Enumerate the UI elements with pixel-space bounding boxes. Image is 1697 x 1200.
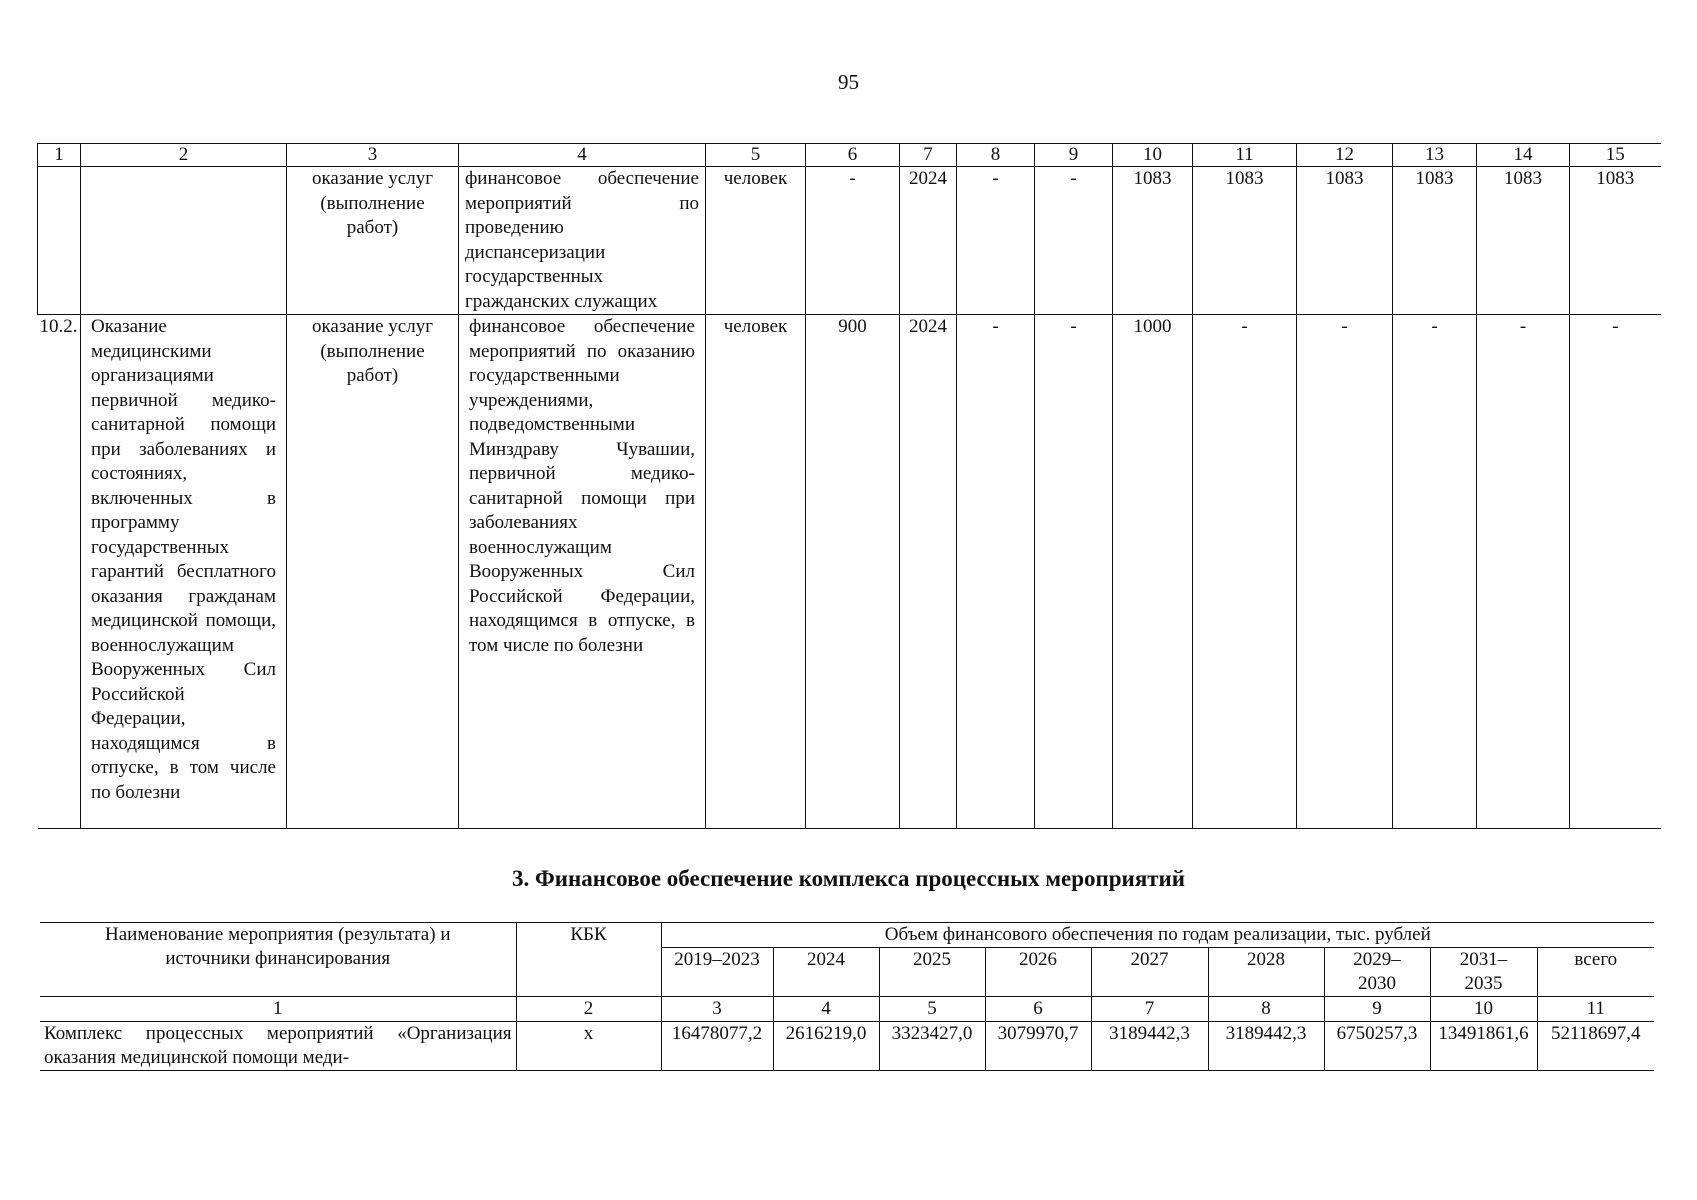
activity-type: оказание услуг (выполнение работ) (287, 167, 459, 315)
funding-value: 3189442,3 (1208, 1022, 1324, 1071)
header-cell: 12 (1297, 144, 1393, 167)
value-cell: 1083 (1393, 167, 1477, 315)
header-cell: 8 (957, 144, 1035, 167)
base-year: 2024 (900, 315, 957, 829)
year-header: 2028 (1208, 948, 1324, 997)
table-row (38, 315, 1661, 829)
funding-value: 3189442,3 (1091, 1022, 1208, 1071)
year-header: 2025 (879, 948, 985, 997)
financing-table (40, 922, 1654, 1071)
value-cell: - (957, 315, 1035, 829)
kbk-column-header: КБК (516, 923, 661, 997)
unit: человек (706, 315, 806, 829)
kbk-value: х (516, 1022, 661, 1071)
header-cell: 7 (900, 144, 957, 167)
funding-value: 52118697,4 (1537, 1022, 1654, 1071)
row-number (38, 167, 81, 315)
year-header: 2026 (985, 948, 1091, 997)
activity-name: Оказание медицинскими организациями первичной медико-санитарной помощи при заболеваниях и состояниях, включенных в программу государственных гарантий бесплатного оказания гражданам медицинской помощи, военнослужащим Вооруженных Сил Российской Федерации, находящимся в отпуске, в том числе по болезни (81, 315, 287, 829)
column-number: 7 (1091, 997, 1208, 1022)
header-cell: 6 (806, 144, 900, 167)
base-value: 900 (806, 315, 900, 829)
value-cell: - (1393, 315, 1477, 829)
activity-name (81, 167, 287, 315)
row-number: 10.2. (38, 315, 81, 829)
funding-value: 3323427,0 (879, 1022, 985, 1071)
value-cell: - (1297, 315, 1393, 829)
value-cell: - (1035, 315, 1113, 829)
activities-table (37, 143, 1661, 829)
column-number: 8 (1208, 997, 1324, 1022)
column-number: 1 (40, 997, 516, 1022)
year-header: 2024 (773, 948, 879, 997)
column-number-row (38, 144, 1661, 167)
year-header: 2029–2030 (1324, 948, 1430, 997)
header-cell: 15 (1570, 144, 1661, 167)
value-cell: 1083 (1570, 167, 1661, 315)
section-title: 3. Финансовое обеспечение комплекса процессных мероприятий (511, 866, 1186, 891)
header-cell: 5 (706, 144, 806, 167)
value-cell: 1083 (1297, 167, 1393, 315)
activity-description: финансовое обеспечение мероприятий по оказанию государственными учреждениями, подведомственными Минздраву Чувашии, первичной медико-санитарной помощи при заболеваниях военнослужащим Вооруженных Сил Российской Федерации, находящимся в отпуске, в том числе по болезни (459, 315, 706, 829)
header-cell: 3 (287, 144, 459, 167)
name-column-header: Наименование мероприятия (результата) и источники финансирования (40, 923, 516, 997)
base-value: - (806, 167, 900, 315)
year-header: 2031–2035 (1430, 948, 1537, 997)
value-cell: 1083 (1113, 167, 1193, 315)
value-cell: 1083 (1477, 167, 1570, 315)
value-cell: - (1035, 167, 1113, 315)
complex-name: Комплекс процессных мероприятий «Организация оказания медицинской помощи меди- (40, 1022, 516, 1071)
column-number: 5 (879, 997, 985, 1022)
header-cell: 1 (38, 144, 81, 167)
header-row (40, 923, 1654, 948)
value-cell: - (1570, 315, 1661, 829)
header-cell: 11 (1193, 144, 1297, 167)
column-number: 11 (1537, 997, 1654, 1022)
funding-value: 13491861,6 (1430, 1022, 1537, 1071)
funding-value: 6750257,3 (1324, 1022, 1430, 1071)
value-cell: - (1193, 315, 1297, 829)
column-number: 10 (1430, 997, 1537, 1022)
activity-type: оказание услуг (выполнение работ) (287, 315, 459, 829)
table-row (40, 1022, 1654, 1071)
header-cell: 14 (1477, 144, 1570, 167)
header-cell: 10 (1113, 144, 1193, 167)
year-header: всего (1537, 948, 1654, 997)
header-cell: 13 (1393, 144, 1477, 167)
column-number: 2 (516, 997, 661, 1022)
value-cell: 1000 (1113, 315, 1193, 829)
page-number: 95 (838, 70, 859, 94)
funding-value: 2616219,0 (773, 1022, 879, 1071)
unit: человек (706, 167, 806, 315)
column-number: 9 (1324, 997, 1430, 1022)
funding-group-header: Объем финансового обеспечения по годам реализации, тыс. рублей (661, 923, 1654, 948)
column-number: 4 (773, 997, 879, 1022)
table-row (38, 167, 1661, 315)
header-cell: 9 (1035, 144, 1113, 167)
funding-value: 16478077,2 (661, 1022, 773, 1071)
header-cell: 2 (81, 144, 287, 167)
activity-description: финансовое обеспечение мероприятий по проведению диспансеризации государственных гражданских служащих (459, 167, 706, 315)
value-cell: - (1477, 315, 1570, 829)
base-year: 2024 (900, 167, 957, 315)
value-cell: - (957, 167, 1035, 315)
column-number-row (40, 997, 1654, 1022)
column-number: 3 (661, 997, 773, 1022)
value-cell: 1083 (1193, 167, 1297, 315)
year-header: 2027 (1091, 948, 1208, 997)
header-cell: 4 (459, 144, 706, 167)
funding-value: 3079970,7 (985, 1022, 1091, 1071)
year-header: 2019–2023 (661, 948, 773, 997)
column-number: 6 (985, 997, 1091, 1022)
